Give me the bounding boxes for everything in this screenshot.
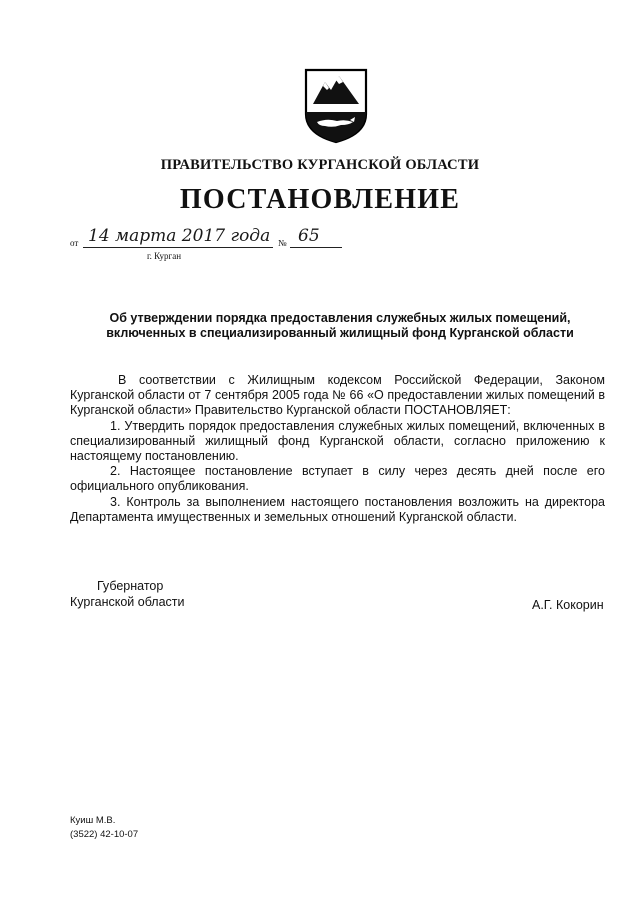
date-underline bbox=[83, 247, 273, 248]
signer-position-line-2: Курганской области bbox=[70, 595, 185, 609]
coat-of-arms-emblem bbox=[303, 68, 369, 144]
item-3-paragraph: 3. Контроль за выполнением настоящего постановления возложить на директора Департамента имущественных и земельных отношений Курганской области. bbox=[70, 494, 605, 524]
item-1-paragraph: 1. Утвердить порядок предоставления служебных жилых помещений, включенных в специализированный жилищный фонд Курганской области, согласно приложению к настоящему постановлению. bbox=[70, 418, 605, 464]
signer-position-line-1: Губернатор bbox=[97, 579, 164, 593]
executor-phone: (3522) 42-10-07 bbox=[70, 829, 139, 840]
resolution-title bbox=[95, 311, 585, 341]
handwritten-date: 14 марта 2017 года bbox=[88, 226, 271, 246]
item-2-paragraph: 2. Настоящее постановление вступает в силу через десять дней после его официального опубликования. bbox=[70, 464, 605, 494]
place-label: г. Курган bbox=[147, 251, 182, 261]
document-type-heading: ПОСТАНОВЛЕНИЕ bbox=[179, 184, 461, 215]
handwritten-number: 65 bbox=[298, 226, 320, 246]
number-underline bbox=[290, 247, 342, 248]
executor-name: Куиш М.В. bbox=[70, 815, 116, 826]
title-line-1: Об утверждении порядка предоставления служебных жилых помещений, bbox=[109, 311, 571, 325]
signer-name: А.Г. Кокорин bbox=[532, 598, 604, 612]
resolution-body bbox=[70, 373, 605, 525]
government-name: ПРАВИТЕЛЬСТВО КУРГАНСКОЙ ОБЛАСТИ bbox=[160, 157, 480, 173]
number-label: № bbox=[278, 238, 287, 248]
preamble-paragraph: В соответствии с Жилищным кодексом Российской Федерации, Законом Курганской области от 7 сентября 2005 года № 66 «О предоставлении жилых помещений в Курганской области» Правительство Курганской области ПОСТАНОВЛЯЕТ: bbox=[70, 373, 605, 418]
date-from-label: от bbox=[70, 238, 79, 248]
title-line-2: включенных в специализированный жилищный фонд Курганской области bbox=[106, 326, 574, 340]
